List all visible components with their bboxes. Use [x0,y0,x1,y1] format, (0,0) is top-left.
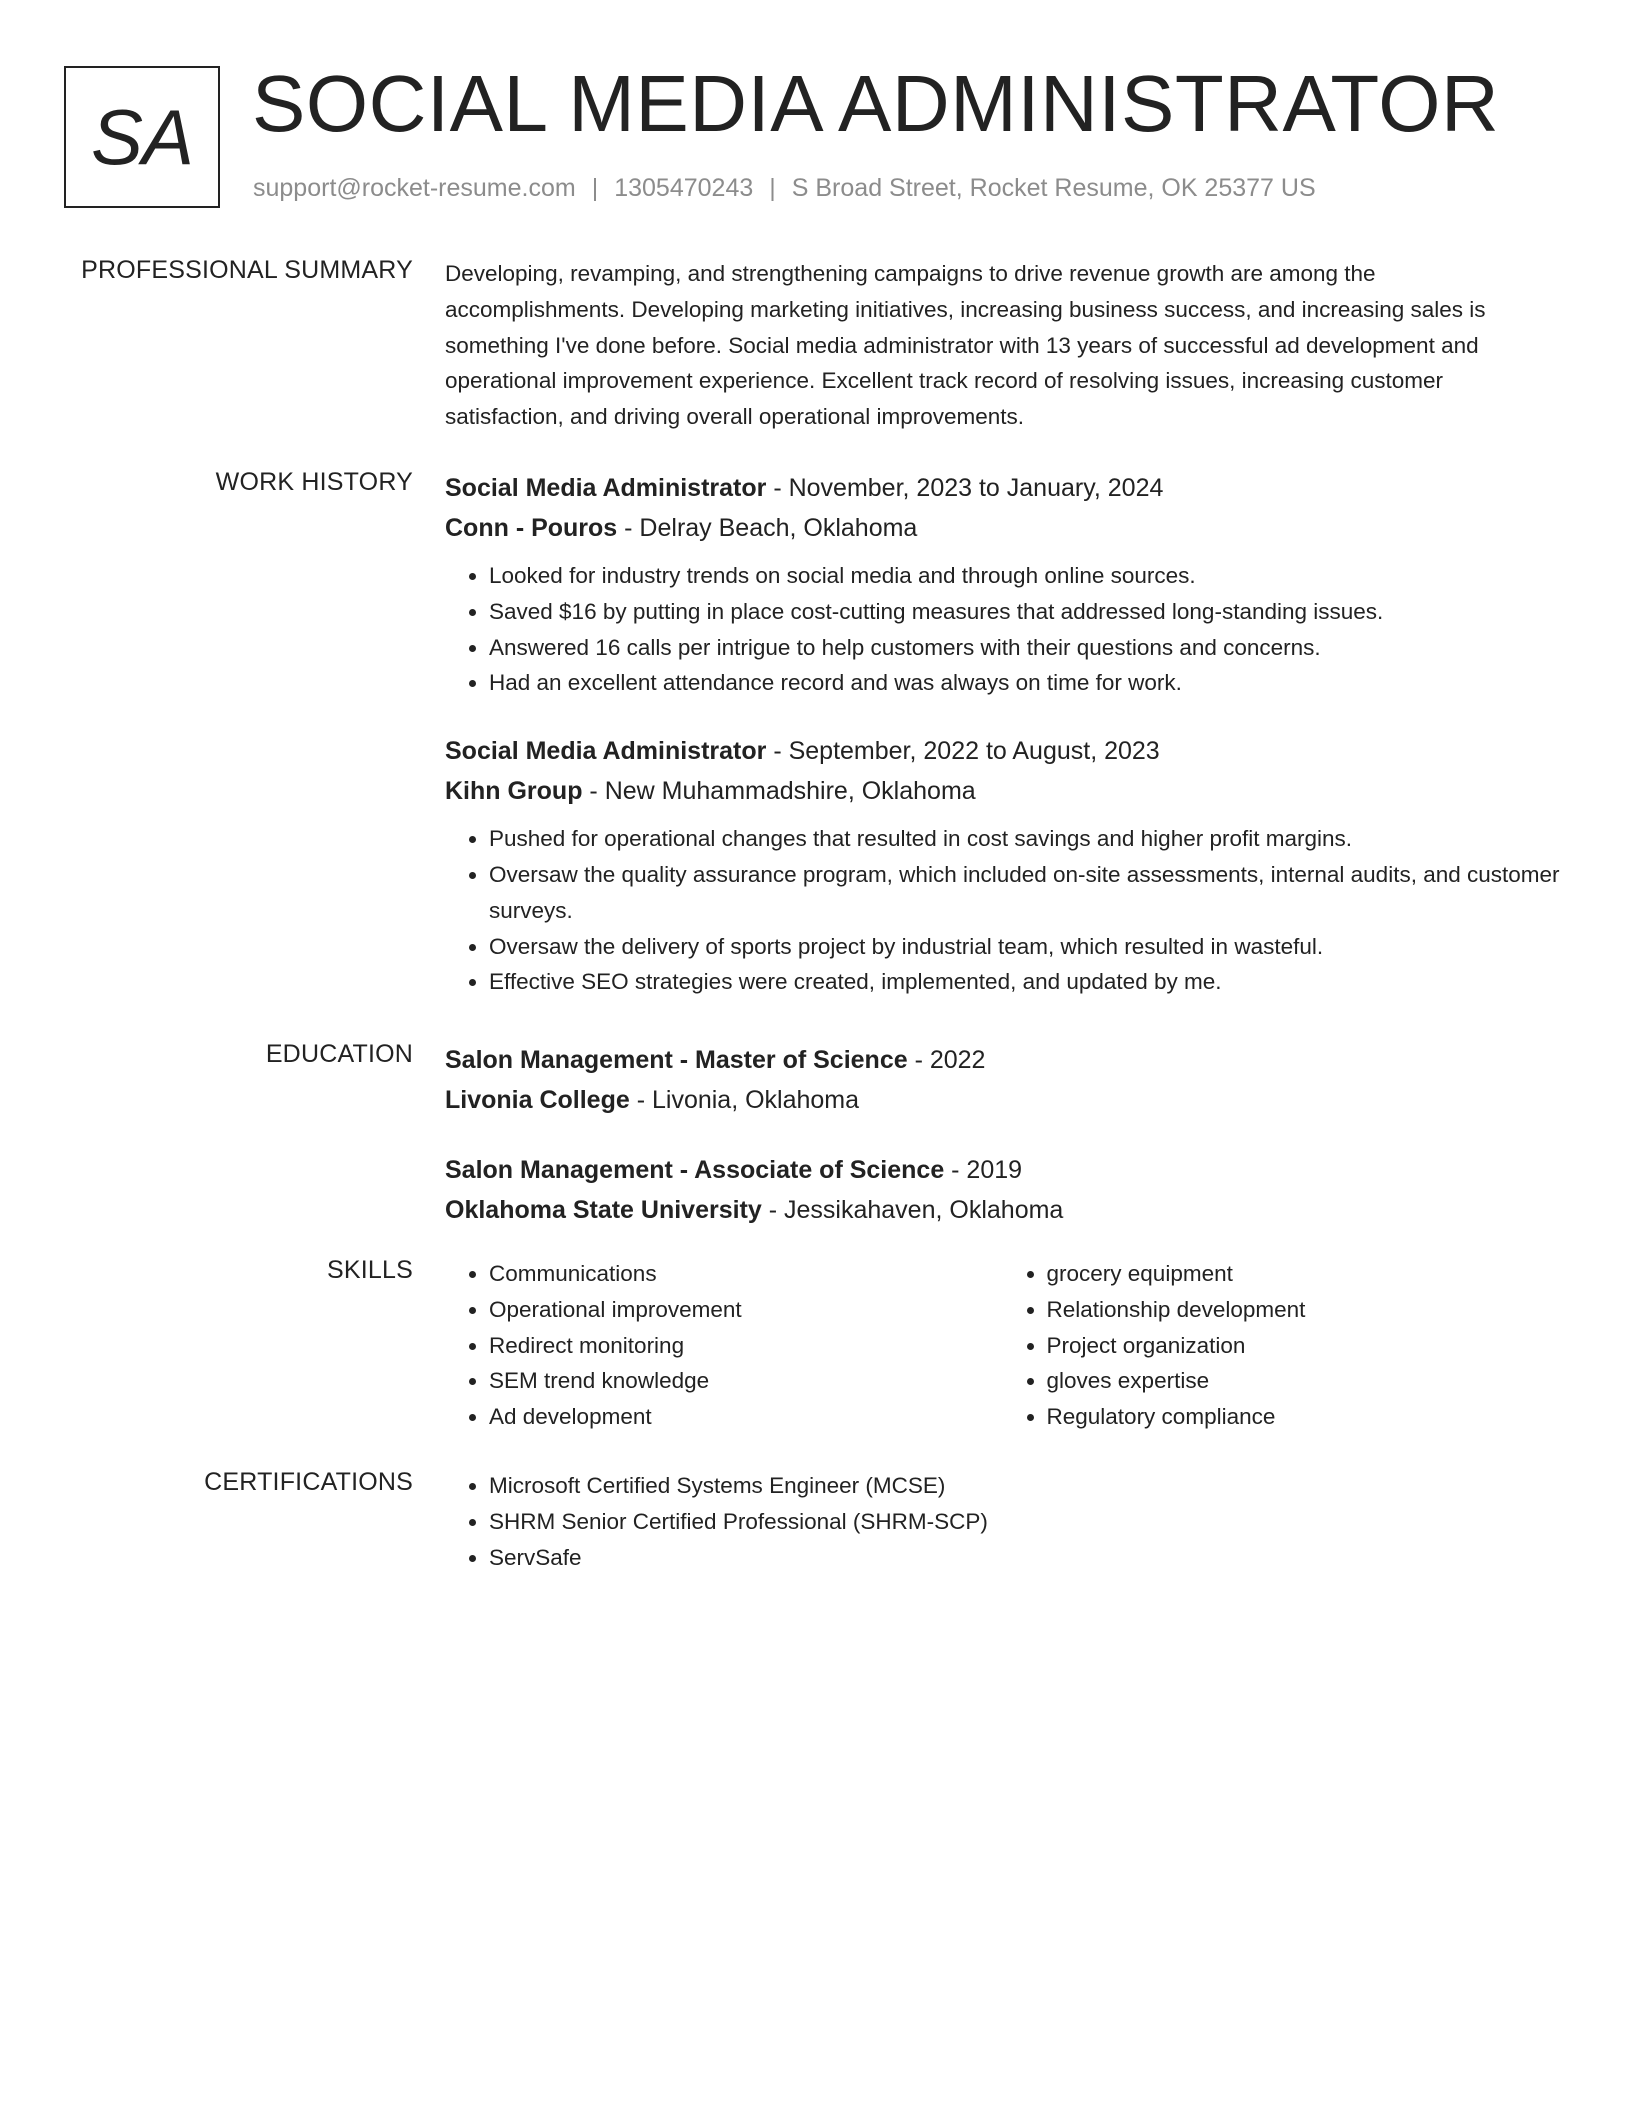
skills-body [445,1256,1560,1435]
degree-line [445,1040,1560,1080]
contact-line [253,174,1316,203]
page-title: SOCIAL MEDIA ADMINISTRATOR [252,59,1500,148]
list-item: • Ad development [489,1399,1003,1435]
school-line [445,1080,1560,1120]
job-entry [445,731,1560,1000]
degree: Salon Management - Associate of Science [445,1156,945,1184]
job-entry [445,468,1560,701]
contact-email: support@rocket-resume.com [253,174,576,202]
list-item: • Relationship development [1047,1292,1561,1328]
school: Oklahoma State University [445,1196,762,1224]
job-dates: - September, 2022 to August, 2023 [766,737,1160,766]
job-company-line [445,508,1560,548]
list-item: • Oversaw the quality assurance program, which included on-site assessments, internal audits, and customer surveys. [489,857,1560,929]
skills-list-right [1003,1256,1561,1435]
list-item: • Operational improvement [489,1292,1003,1328]
skills-list-left [445,1256,1003,1435]
list-item: • Microsoft Certified Systems Engineer (MCSE) [489,1468,1560,1504]
list-item: • Pushed for operational changes that resulted in cost savings and higher profit margins. [489,821,1560,857]
school: Livonia College [445,1086,630,1114]
section-label-work-history: WORK HISTORY [215,468,413,496]
job-location: - New Muhammadshire, Oklahoma [582,777,976,806]
job-company-line [445,771,1560,811]
list-item: • Looked for industry trends on social media and through online sources. [489,558,1560,594]
job-company: Kihn Group [445,777,583,806]
job-location: - Delray Beach, Oklahoma [617,514,918,542]
monogram-initials: SA [90,93,194,181]
summary-body [445,256,1560,435]
job-company: Conn - Pouros [445,514,618,542]
degree-year: - 2019 [944,1156,1023,1184]
list-item: • Effective SEO strategies were created, implemented, and updated by me. [489,964,1560,1000]
list-item: • grocery equipment [1047,1256,1561,1292]
section-label-summary: PROFESSIONAL SUMMARY [81,256,413,284]
job-title: Social Media Administrator [445,737,767,766]
school-location: - Livonia, Oklahoma [629,1086,860,1114]
education-entry [445,1150,1560,1230]
work-body [445,468,1560,1000]
list-item: • Communications [489,1256,1003,1292]
certifications-list [445,1468,1560,1575]
list-item: • Project organization [1047,1328,1561,1364]
school-location: - Jessikahaven, Oklahoma [761,1196,1064,1224]
contact-phone: 1305470243 [614,174,754,202]
list-item: • SEM trend knowledge [489,1363,1003,1399]
job-bullets [445,821,1560,1000]
section-label-skills: SKILLS [327,1256,413,1284]
job-dates: - November, 2023 to January, 2024 [766,474,1164,502]
list-item: • gloves expertise [1047,1363,1561,1399]
list-item: • Saved $16 by putting in place cost-cutting measures that addressed long-standing issues. [489,594,1560,630]
job-bullets [445,558,1560,701]
contact-separator: | [591,174,599,202]
education-body [445,1040,1560,1230]
section-label-education: EDUCATION [265,1040,413,1068]
list-item: • Oversaw the delivery of sports project by industrial team, which resulted in wasteful. [489,929,1560,965]
degree: Salon Management - Master of Science [445,1046,908,1074]
section-label-certifications: CERTIFICATIONS [204,1468,413,1496]
list-item: • Answered 16 calls per intrigue to help customers with their questions and concerns. [489,630,1560,666]
list-item: • Redirect monitoring [489,1328,1003,1364]
degree-line [445,1150,1560,1190]
list-item: • ServSafe [489,1540,1560,1576]
job-title: Social Media Administrator [445,474,767,502]
education-entry [445,1040,1560,1120]
summary-text: Developing, revamping, and strengthening campaigns to drive revenue growth are among the accomplishments. Developing marketing initiatives, increasing business success, and increasing sales is something I've done before. Social media administrator with 13 years of successful ad development and operational improvement experience. Excellent track record of resolving issues, increasing customer satisfaction, and driving overall operational improvements. [445,261,1486,430]
contact-address: S Broad Street, Rocket Resume, OK 25377 US [791,174,1316,202]
degree-year: - 2022 [907,1046,986,1074]
contact-separator: | [769,174,776,202]
list-item: • Regulatory compliance [1047,1399,1561,1435]
monogram-box [64,66,220,208]
job-title-line [445,731,1560,771]
list-item: • SHRM Senior Certified Professional (SHRM-SCP) [489,1504,1560,1540]
skills-grid [445,1256,1560,1435]
certifications-body [445,1468,1560,1575]
school-line [445,1190,1560,1230]
list-item: • Had an excellent attendance record and was always on time for work. [489,665,1560,701]
job-title-line [445,468,1560,508]
